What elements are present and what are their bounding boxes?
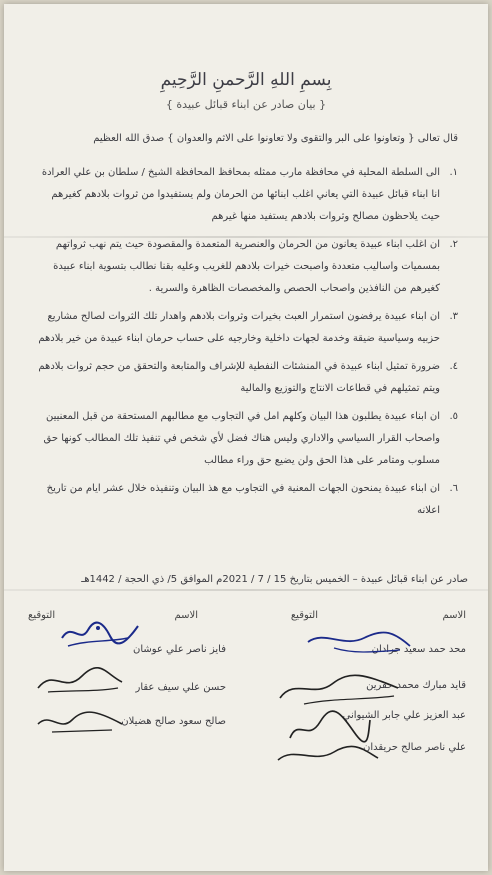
statement-items [34,162,458,528]
item-text: الى السلطة المحلية في محافظة مارب ممثله بمحافظ المحافظة الشيخ / سلطان بن علي العرادة انا ابناء قبائل عبيدة التي يعاني اغلب ابنائها من الحرمان ولم يستفيدوا من ثروات بلادهم كغيرهم حيث يلاحظون مصالح وثروات بلادهم يستفيد منها غيرهم [41,167,440,222]
signature-icon [274,740,384,770]
signature-header-right: التوقيع [290,610,318,621]
statement-item [34,356,458,400]
item-text: ان ابناء عبيدة يطلبون هذا البيان وكلهم امل في التجاوب مع مطالبهم المستحقة من قبل المعنيين واصحاب القرار السياسي والاداري وليس هناك فضل لأي شخص في تنفيذ تلك المطالب كونها حق مسلوب ومتامر على هذا الحق ولن يضيع حق وراء مطالب [43,411,440,466]
paper-fold [4,589,488,591]
document-subtitle: { بيان صادر عن ابناء قبائل عبيدة } [165,98,327,111]
item-text: ان ابناء عبيدة يمنحون الجهات المعنية في التجاوب مع هذ البيان وتنفيذه خلال عشر ايام من تاريخ اعلانه [46,483,440,516]
item-number: ٣. [449,311,458,322]
signature-icon [274,668,404,708]
statement-item [34,234,458,300]
signatory-name: قايد مبارك محمد حفرين [366,680,466,691]
signature-icon [34,664,126,698]
signatory-name: محد حمد سعيد جرادان [371,644,466,655]
document-page [4,4,488,871]
item-text: ضرورة تمثيل ابناء عبيدة في المنشئات النفطية للإشراف والمتابعة والتحقق من حجم ثروات بلادهم ويتم تمثيلهم في قطاعات الانتاج والتوزيع والمالية [38,361,440,394]
statement-item [34,306,458,350]
quran-verse: قال تعالى { وتعاونوا على البر والتقوى ولا تعاونوا على الاثم والعدوان } صدق الله العظيم [93,133,458,144]
name-header-right: الاسم [442,610,466,621]
signatory-name: عبد العزيز علي جابر الشيواني [342,710,466,721]
signature-icon [58,616,144,652]
name-header-left: الاسم [174,610,198,621]
statement-item [34,162,458,228]
item-number: ١. [449,167,458,178]
basmala: بِسمِ اللهِ الرَّحمنِ الرَّحِيمِ [160,70,332,90]
statement-item [34,478,458,522]
signatory-name: صالح سعود صالح هضيلان [121,716,226,727]
signatory-name: علي ناصر صالح حريقدان [363,742,466,753]
issued-line: صادر عن ابناء قبائل عبيدة – الخميس بتاريخ 15 / 7 / 2021م الموافق 5/ ذي الحجة / 1442هـ [81,574,468,585]
item-text: ان اغلب ابناء عبيدة يعانون من الحرمان والعنصرية المتعمدة والمقصودة حيث يتم نهب ثرواتهم بمسميات واساليب متعددة واصبحت خيرات بلادهم للغريب وعليه بقنا نطالب بتسوية ابناء عبيدة كغيرهم من النافذين واصحاب الحصص والمخصصات الظاهرة والسرية . [53,239,440,294]
signature-header-left: التوقيع [28,610,56,621]
statement-item [34,406,458,472]
signatory-name: حسن علي سيف عقار [135,682,226,693]
signature-icon [304,624,414,658]
item-text: ان ابناء عبيدة يرفضون استمرار العبث بخيرات وثروات بلادهم واهدار تلك الثروات لصالح مشاريع حزبيه وسياسية ضيقة وخدمة لجهات داخلية وخارجيه على حساب حرمان ابناء عبيدة من خير بلادهم [38,311,440,344]
item-number: ٥. [449,411,458,422]
item-number: ٤. [449,361,458,372]
item-number: ٦. [449,483,458,494]
item-number: ٢. [449,239,458,250]
signature-icon [32,704,128,738]
signatory-name: فايز ناصر علي عوشان [132,644,226,655]
